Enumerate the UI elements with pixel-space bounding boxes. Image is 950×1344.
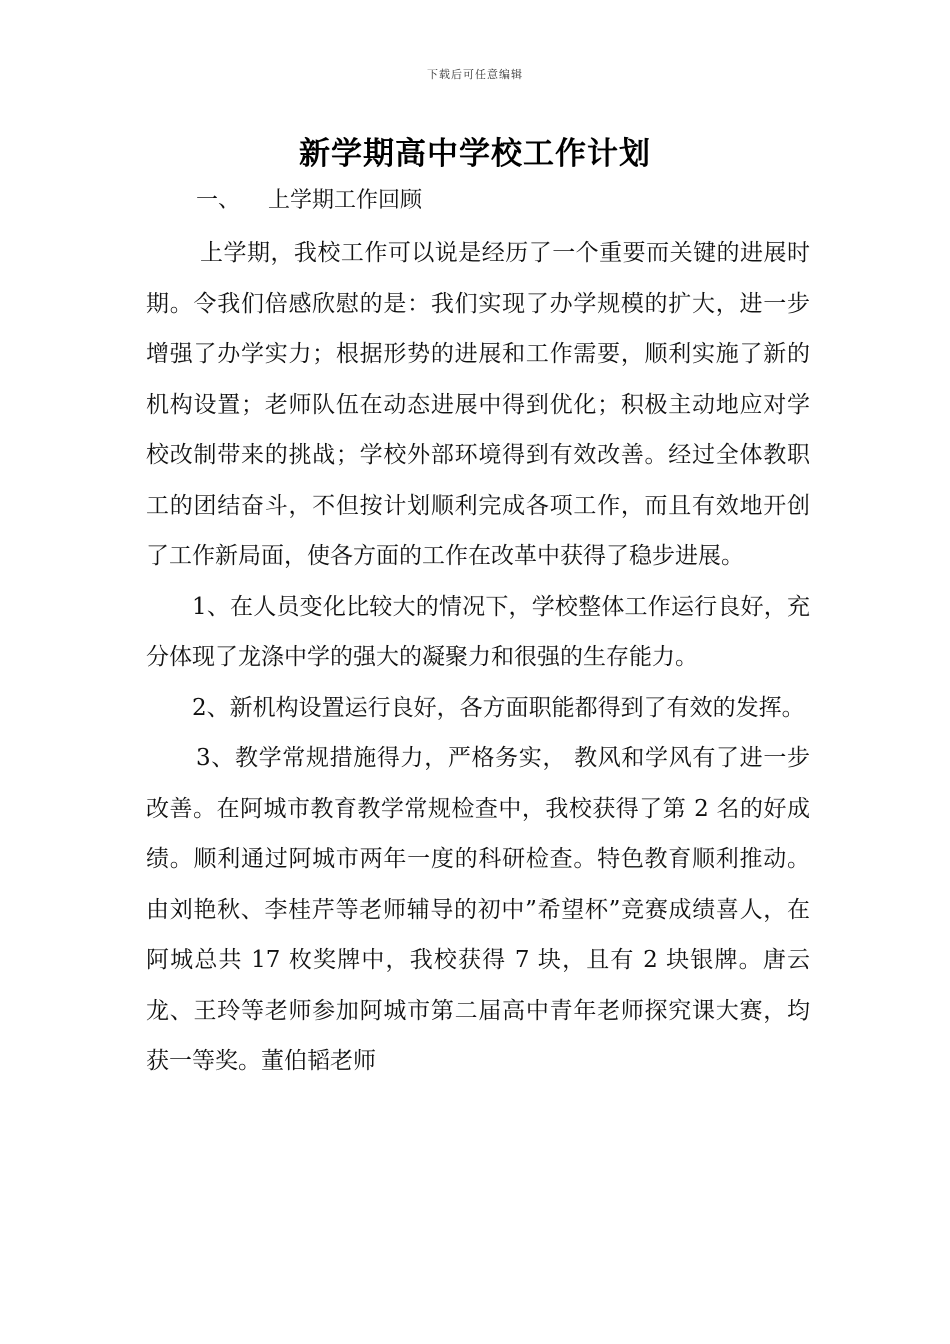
section-heading-text: 上学期工作回顾	[268, 188, 423, 213]
body-text	[146, 228, 810, 1087]
paragraph-item-1: 1、在人员变化比较大的情况下，学校整体工作运行良好，充分体现了龙涤中学的强大的凝聚力和很强的生存能力。	[146, 593, 810, 670]
page-title: 新学期高中学校工作计划	[299, 136, 651, 172]
paragraph-review: 上学期，我校工作可以说是经历了一个重要而关键的进展时期。令我们倍感欣慰的是：我们实现了办学规模的扩大，进一步增强了办学实力；根据形势的进展和工作需要，顺利实施了新的机构设置；老师队伍在动态进展中得到优化；积极主动地应对学校改制带来的挑战；学校外部环境得到有效改善。经过全体教职工的团结奋斗，不但按计划顺利完成各项工作，而且有效地开创了工作新局面，使各方面的工作在改革中获得了稳步进展。	[146, 240, 810, 569]
section-heading	[196, 183, 422, 214]
paragraph-item-3: 3、教学常规措施得力，严格务实， 教风和学风有了进一步改善。在阿城市教育教学常规检查中，我校获得了第 2 名的好成绩。顺利通过阿城市两年一度的科研检查。特色教育顺利推动。由刘艳秋、李桂芹等老师辅导的初中”希望杯”竞赛成绩喜人，在阿城总共 17 枚奖牌中，我校获得 7 块，且有 2 块银牌。唐云龙、王玲等老师参加阿城市第二届高中青年老师探究课大赛，均获一等奖。董伯韬老师	[146, 745, 810, 1074]
section-number: 一、	[196, 188, 241, 213]
header-note: 下载后可任意编辑	[427, 68, 523, 81]
paragraph-item-2: 2、新机构设置运行良好，各方面职能都得到了有效的发挥。	[192, 694, 805, 721]
